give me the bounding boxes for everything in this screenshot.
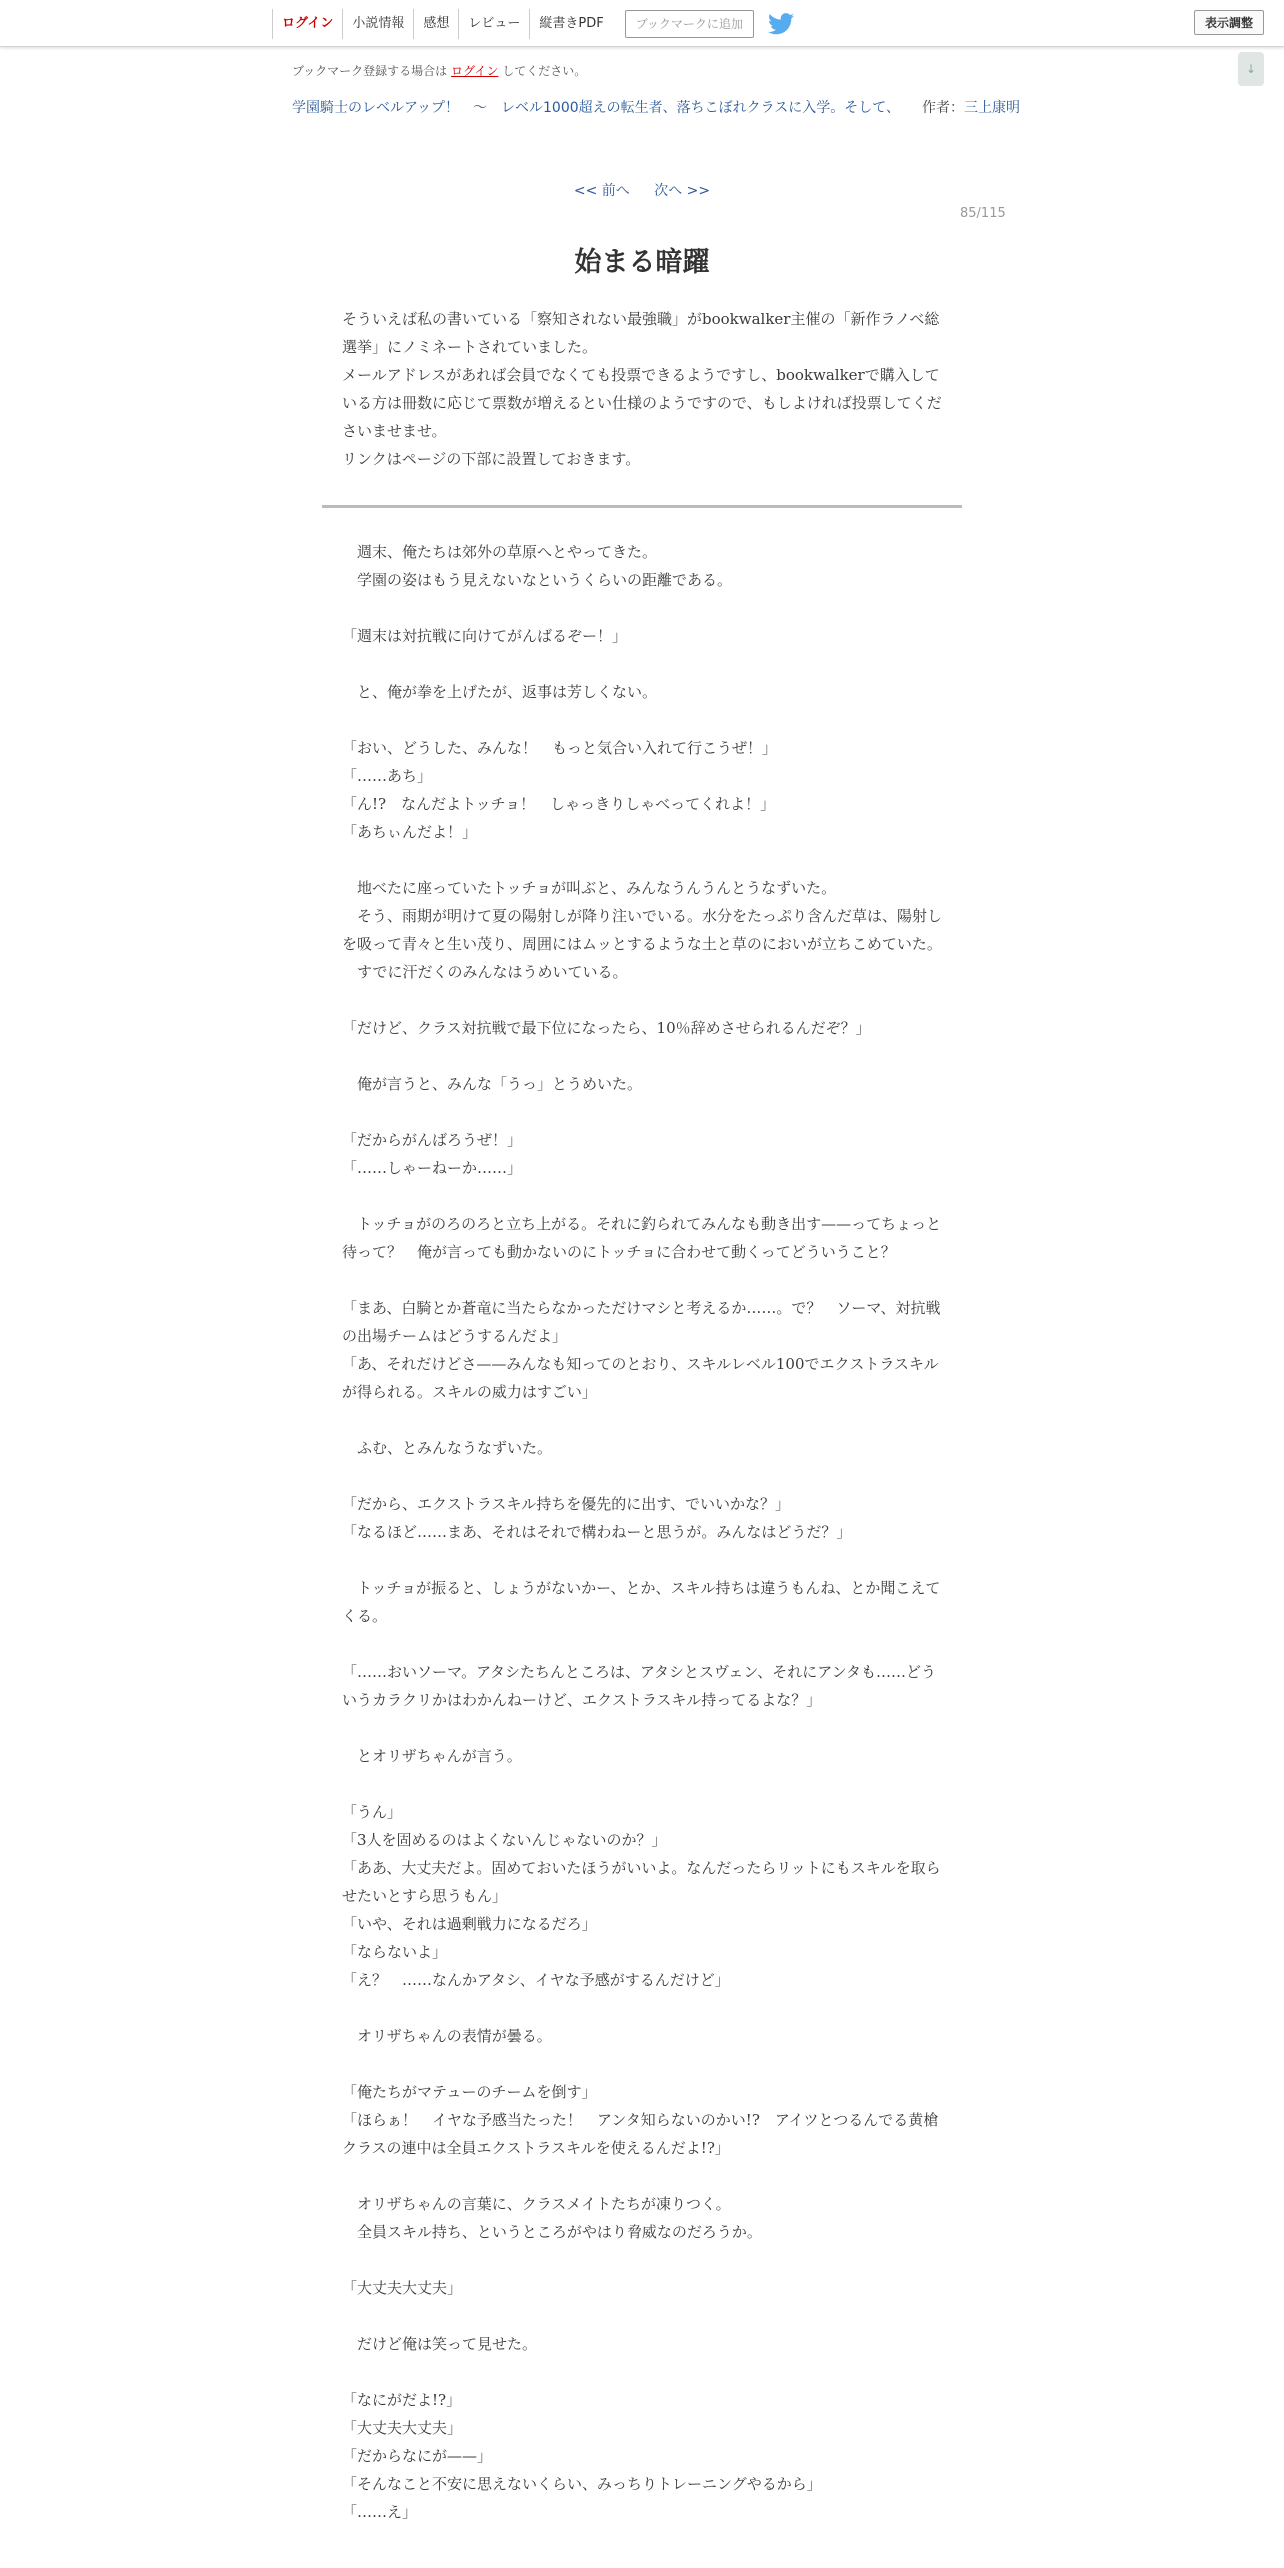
body-paragraph bbox=[342, 2050, 946, 2078]
twitter-icon[interactable] bbox=[768, 13, 794, 35]
body-paragraph bbox=[342, 846, 946, 874]
body-paragraph: 全員スキル持ち、というところがやはり脅威なのだろうか。 bbox=[342, 2223, 762, 2241]
novel-info-link[interactable]: 小説情報 bbox=[342, 9, 413, 39]
body-paragraph: 「大丈夫大丈夫」 bbox=[342, 2419, 463, 2437]
body-paragraph bbox=[342, 1770, 946, 1798]
body-paragraph bbox=[342, 1406, 946, 1434]
chapter-title: 始まる暗躍 bbox=[574, 247, 710, 278]
divider bbox=[322, 505, 962, 508]
body-paragraph: 「ああ、大丈夫だよ。固めておいたほうがいいよ。なんだったらリットにもスキルを取らせたいとすら思うもん」 bbox=[342, 1859, 941, 1905]
impressions-link[interactable]: 感想 bbox=[413, 9, 458, 39]
body-paragraph: 「うん」 bbox=[342, 1803, 403, 1821]
chapter-body bbox=[342, 538, 946, 2526]
body-paragraph: トッチョが振ると、しょうがないかー、とか、スキル持ちは違うもんね、とか聞こえてくる。 bbox=[342, 1579, 941, 1625]
body-paragraph: 「週末は対抗戦に向けてがんばるぞー！」 bbox=[342, 627, 628, 645]
body-paragraph bbox=[342, 2162, 946, 2190]
login-link[interactable]: ログイン bbox=[272, 9, 342, 39]
body-paragraph bbox=[342, 2358, 946, 2386]
scroll-down-button[interactable]: ↓ bbox=[1238, 52, 1264, 86]
body-paragraph: 「あちぃんだよ！」 bbox=[342, 823, 478, 841]
body-paragraph: 学園の姿はもう見えないなというくらいの距離である。 bbox=[342, 571, 733, 589]
display-settings-button[interactable]: 表示調整 bbox=[1194, 10, 1264, 35]
vertical-pdf-link[interactable]: 縦書きPDF bbox=[529, 9, 612, 39]
body-paragraph: 「いや、それは過剰戦力になるだろ」 bbox=[342, 1915, 597, 1933]
body-paragraph: 「だけど、クラス対抗戦で最下位になったら、10％辞めさせられるんだぞ？」 bbox=[342, 1019, 871, 1037]
bookmark-note-login-link[interactable]: ログイン bbox=[451, 64, 499, 78]
body-paragraph bbox=[342, 594, 946, 622]
body-paragraph: 「……しゃーねーか……」 bbox=[342, 1159, 523, 1177]
body-paragraph bbox=[342, 2246, 946, 2274]
preface-paragraph: メールアドレスがあれば会員でなくても投票できるようですし、bookwalkerで購入している方は冊数に応じて票数が増えるとい仕様のようですので、もしよければ投票してくださいませませ。 bbox=[342, 366, 942, 440]
body-paragraph: 週末、俺たちは郊外の草原へとやってきた。 bbox=[342, 543, 658, 561]
body-paragraph: 「……おいソーマ。アタシたちんところは、アタシとスヴェン、それにアンタも……どういうカラクリかはわかんねーけど、エクストラスキル持ってるよな？」 bbox=[342, 1663, 937, 1709]
body-paragraph: オリザちゃんの言葉に、クラスメイトたちが凍りつく。 bbox=[342, 2195, 731, 2213]
body-paragraph bbox=[342, 986, 946, 1014]
body-paragraph: オリザちゃんの表情が曇る。 bbox=[342, 2027, 552, 2045]
body-paragraph: と、俺が拳を上げたが、返事は芳しくない。 bbox=[342, 683, 658, 701]
body-paragraph: すでに汗だくのみんなはうめいている。 bbox=[342, 963, 628, 981]
author-label: 作者： bbox=[922, 100, 964, 116]
preface-text bbox=[342, 305, 946, 473]
body-paragraph: 「ならないよ」 bbox=[342, 1943, 448, 1961]
header-bar bbox=[0, 0, 1284, 47]
review-link[interactable]: レビュー bbox=[458, 9, 529, 39]
body-paragraph bbox=[342, 650, 946, 678]
body-paragraph: とオリザちゃんが言う。 bbox=[342, 1747, 522, 1765]
novel-title-link[interactable]: 学園騎士のレベルアップ！ 〜 レベル1000超えの転生者、落ちこぼれクラスに入学。そして、 bbox=[292, 100, 900, 116]
body-paragraph: 「なにがだよ!?」 bbox=[342, 2391, 462, 2409]
body-paragraph bbox=[342, 1042, 946, 1070]
body-paragraph: だけど俺は笑って見せた。 bbox=[342, 2335, 538, 2353]
body-paragraph: 「そんなこと不安に思えないくらい、みっちりトレーニングやるから」 bbox=[342, 2475, 822, 2493]
chapter-pager bbox=[0, 180, 1284, 200]
body-paragraph: 「大丈夫大丈夫」 bbox=[342, 2279, 463, 2297]
body-paragraph bbox=[342, 1630, 946, 1658]
add-bookmark-button[interactable]: ブックマークに追加 bbox=[625, 10, 754, 38]
body-paragraph: 「おい、どうした、みんな！ もっと気合い入れて行こうぜ！」 bbox=[342, 739, 778, 757]
body-paragraph bbox=[342, 1182, 946, 1210]
body-paragraph: 「まあ、白騎とか蒼竜に当たらなかっただけマシと考えるか……。で？ ソーマ、対抗戦の出場チームはどうするんだよ」 bbox=[342, 1299, 941, 1345]
prev-chapter-link[interactable]: << 前へ bbox=[573, 183, 630, 199]
body-paragraph bbox=[342, 1546, 946, 1574]
body-paragraph bbox=[342, 1098, 946, 1126]
bookmark-note-text: ブックマーク登録する場合は bbox=[292, 64, 448, 78]
body-paragraph bbox=[342, 1462, 946, 1490]
body-paragraph: 「ん!? なんだよトッチョ！ しゃっきりしゃべってくれよ！」 bbox=[342, 795, 776, 813]
next-chapter-link[interactable]: 次へ >> bbox=[654, 183, 711, 199]
body-paragraph bbox=[342, 1266, 946, 1294]
global-nav bbox=[272, 8, 794, 40]
body-paragraph: 「……え」 bbox=[342, 2503, 418, 2521]
body-paragraph: ふむ、とみんなうなずいた。 bbox=[342, 1439, 553, 1457]
body-paragraph: 「だから、エクストラスキル持ちを優先的に出す、でいいかな？」 bbox=[342, 1495, 791, 1513]
body-paragraph: 地べたに座っていたトッチョが叫ぶと、みんなうんうんとうなずいた。 bbox=[342, 879, 837, 897]
body-paragraph: そう、雨期が明けて夏の陽射しが降り注いでいる。水分をたっぷり含んだ草は、陽射しを吸って青々と生い茂り、周囲にはムッとするような土と草のにおいが立ちこめていた。 bbox=[342, 907, 943, 953]
author-link[interactable]: 三上康明 bbox=[964, 100, 1020, 116]
body-paragraph bbox=[342, 706, 946, 734]
body-paragraph bbox=[342, 2302, 946, 2330]
body-paragraph: 「なるほど……まあ、それはそれで構わねーと思うが。みんなはどうだ？」 bbox=[342, 1523, 852, 1541]
body-paragraph: 「あ、それだけどさ——みんなも知ってのとおり、スキルレベル100でエクストラスキルが得られる。スキルの威力はすごい」 bbox=[342, 1355, 939, 1401]
body-paragraph bbox=[342, 1994, 946, 2022]
body-paragraph: 「だからなにが——」 bbox=[342, 2447, 493, 2465]
preface-paragraph: そういえば私の書いている「察知されない最強職」がbookwalker主催の「新作ラノベ総選挙」にノミネートされていました。 bbox=[342, 310, 940, 356]
bookmark-note-text-end: してください。 bbox=[502, 64, 587, 78]
body-paragraph: トッチョがのろのろと立ち上がる。それに釣られてみんなも動き出す——ってちょっと待って？ 俺が言っても動かないのにトッチョに合わせて動くってどういうこと？ bbox=[342, 1215, 942, 1261]
body-paragraph: 「ほらぁ！ イヤな予感当たった！ アンタ知らないのかい!? アイツとつるんでる黄槍クラスの連中は全員エクストラスキルを使えるんだよ!?」 bbox=[342, 2111, 939, 2157]
body-paragraph: 俺が言うと、みんな「うっ」とうめいた。 bbox=[342, 1075, 643, 1093]
preface-paragraph: リンクはページの下部に設置しておきます。 bbox=[342, 450, 641, 468]
author-info bbox=[922, 96, 1022, 120]
chapter-count: 85/115 bbox=[960, 206, 1006, 221]
body-paragraph: 「俺たちがマテューのチームを倒す」 bbox=[342, 2083, 597, 2101]
body-paragraph: 「だからがんばろうぜ！」 bbox=[342, 1131, 523, 1149]
body-paragraph bbox=[342, 1714, 946, 1742]
body-paragraph: 「3人を固めるのはよくないんじゃないのか？」 bbox=[342, 1831, 667, 1849]
body-paragraph: 「……あち」 bbox=[342, 767, 433, 785]
body-paragraph: 「え？ ……なんかアタシ、イヤな予感がするんだけど」 bbox=[342, 1971, 730, 1989]
bookmark-login-note bbox=[292, 62, 586, 79]
